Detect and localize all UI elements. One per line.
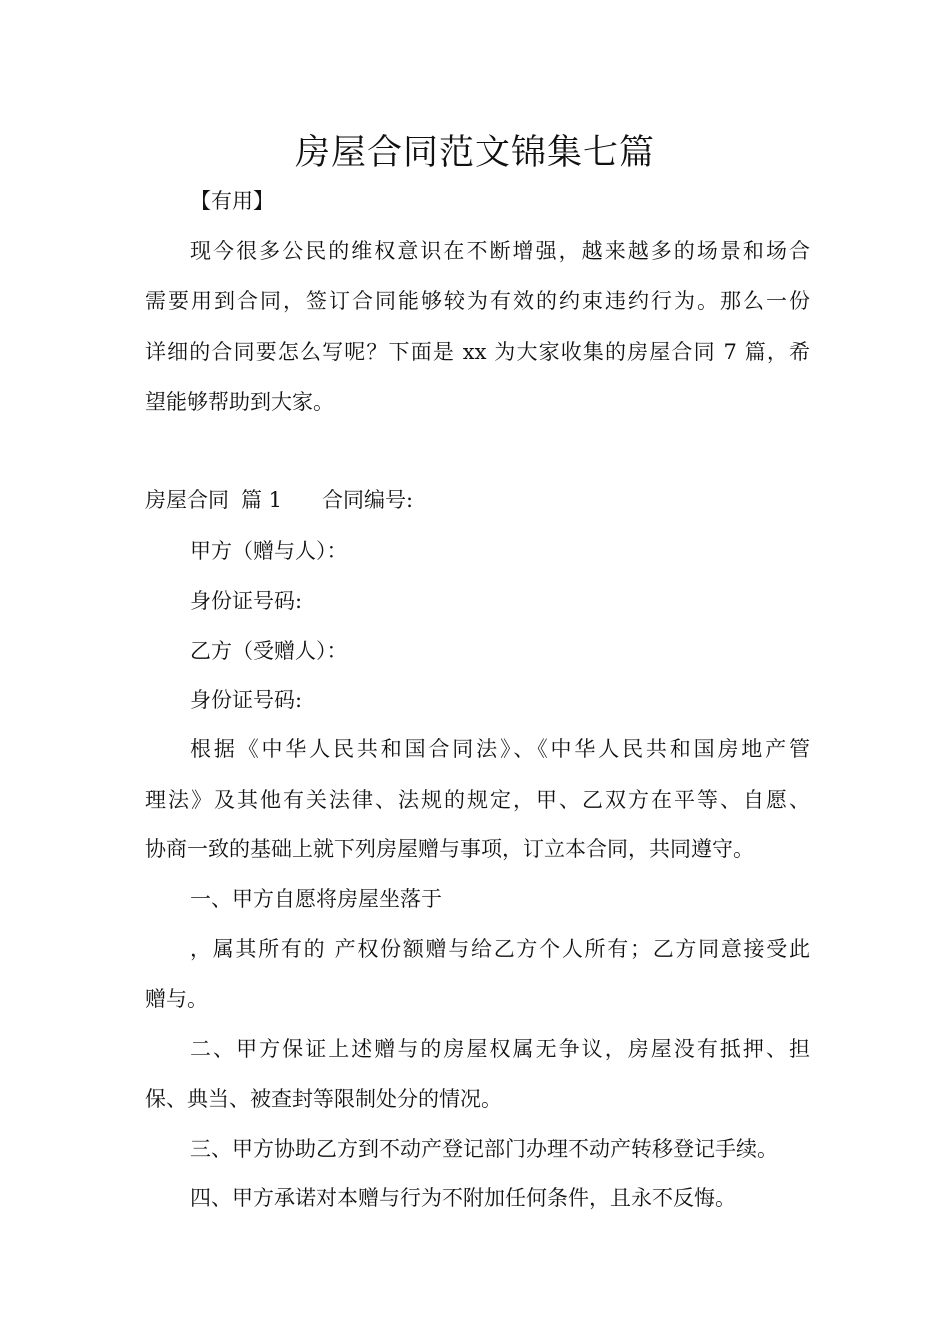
basis-line-3: 协商一致的基础上就下列房屋赠与事项，订立本合同，共同遵守。 [145, 837, 754, 861]
party-b-id-field: 身份证号码: [190, 688, 303, 712]
party-b-field: 乙方（受赠人）： [190, 639, 348, 663]
clause-4-line-1: 四、甲方承诺对本赠与行为不附加任何条件，且永不反悔。 [190, 1186, 736, 1210]
clause-2-line-2: 保、典当、被查封等限制处分的情况。 [145, 1087, 502, 1111]
intro-line-2: 需要用到合同，签订合同能够较为有效的约束违约行为。那么一份 [145, 289, 810, 313]
basis-line-1: 根据《中华人民共和国合同法》、《中华人民共和国房地产管 [190, 737, 810, 761]
document-tag: 【有用】 [190, 189, 274, 213]
clause-1-line-3: 赠与。 [145, 987, 208, 1011]
section-heading-row [145, 485, 413, 515]
party-a-field: 甲方（赠与人）： [190, 539, 348, 563]
intro-line-1: 现今很多公民的维权意识在不断增强，越来越多的场景和场合 [190, 239, 810, 263]
clause-1-line-1: 一、甲方自愿将房屋坐落于 [190, 887, 442, 911]
section-part: 篇 1 [241, 488, 283, 512]
intro-line-4: 望能够帮助到大家。 [145, 390, 334, 414]
contract-number-label: 合同编号: [322, 488, 414, 512]
document-title: 房屋合同范文锦集七篇 [294, 133, 655, 173]
clause-1-line-2: ，属其所有的 产权份额赠与给乙方个人所有；乙方同意接受此 [190, 937, 810, 961]
intro-line-3: 详细的合同要怎么写呢？下面是 xx 为大家收集的房屋合同 7 篇，希 [145, 340, 810, 364]
clause-2-line-1: 二、甲方保证上述赠与的房屋权属无争议，房屋没有抵押、担 [190, 1037, 810, 1061]
party-a-id-field: 身份证号码: [190, 589, 303, 613]
clause-3-line-1: 三、甲方协助乙方到不动产登记部门办理不动产转移登记手续。 [190, 1137, 778, 1161]
basis-line-2: 理法》及其他有关法律、法规的规定，甲、乙双方在平等、自愿、 [145, 788, 810, 812]
section-heading: 房屋合同 [145, 488, 229, 512]
